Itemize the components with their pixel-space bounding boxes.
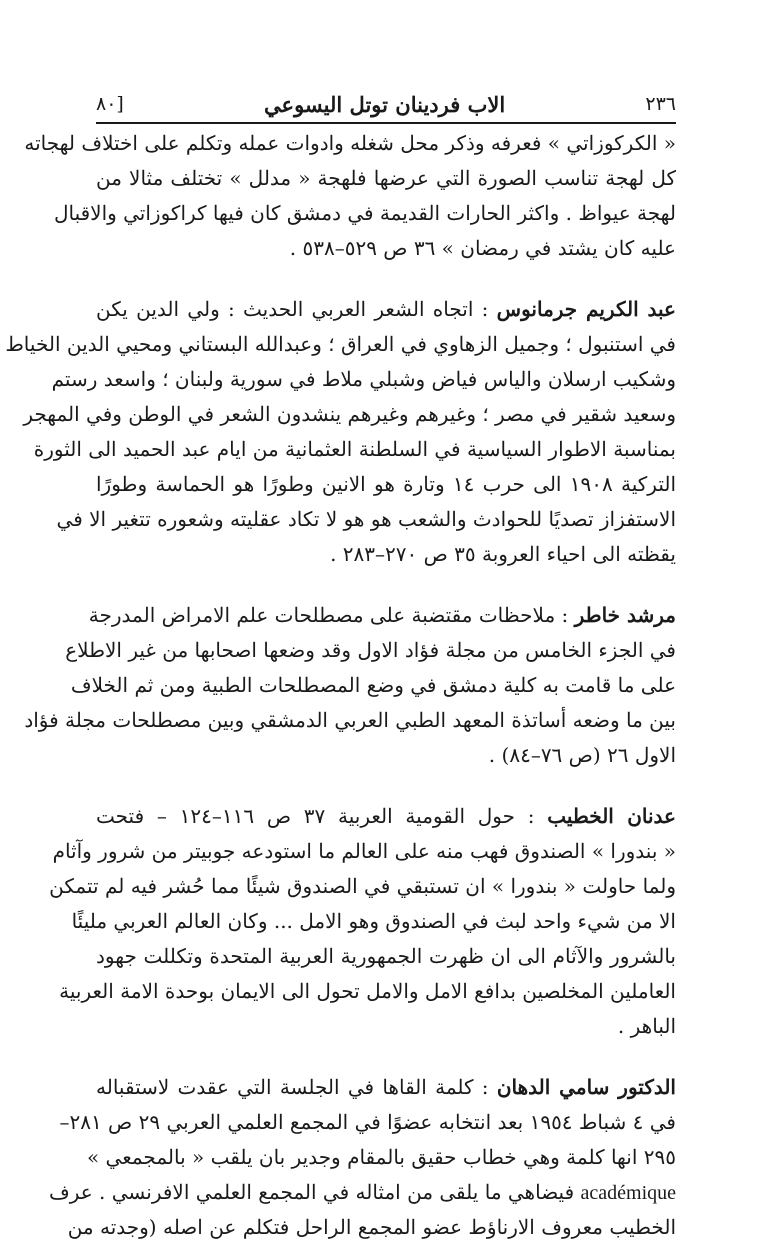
- running-header: [96, 88, 676, 120]
- text-line: في ٤ شباط ١٩٥٤ بعد انتخابه عضوًا في المجمع العلمي العربي ٢٩ ص ٢٨١–: [59, 1110, 676, 1134]
- text-line: وسعيد شقير في مصر ؛ وغيرهم وغيرهم ينشدون الشعر في الوطن وفي المهجر: [23, 402, 676, 426]
- text-line: العاملين المخلصين بدافع الامل والامل تحول الى الايمان بوحدة الامة العربية: [59, 979, 676, 1003]
- running-title: الاب فردينان توتل اليسوعي: [264, 91, 506, 117]
- text-line: الاستفزاز تصديًا للحوادث والشعب هو هو لا تكاد عقليته وشعوره تتغير الا في: [56, 507, 676, 531]
- text-line: وشكيب ارسلان والياس فياض وشبلي ملاط في سورية ولبنان ؛ واسعد رستم: [51, 367, 676, 391]
- entry: [5, 292, 677, 572]
- text-line: [96, 1070, 676, 1105]
- text-line: « الكركوزاتي » فعرفه وذكر محل شغله وادوات عمله وتكلم على اختلاف لهجاته: [24, 131, 676, 155]
- entry-author: مرشد خاطر: [574, 603, 676, 627]
- text-line: ولما حاولت « بندورا » ان تستبقي في الصندوق شيئًا مما حُشر فيه لم تتمكن: [49, 874, 676, 898]
- entry: [49, 799, 676, 1044]
- text-line: يقظته الى احياء العروبة ٣٥ ص ٢٧٠–٢٨٣ .: [330, 542, 676, 566]
- entry: [48, 1070, 676, 1245]
- text-line: بالشرور والآثام الى ان ظهرت الجمهورية العربية المتحدة وتكللت جهود: [96, 944, 676, 968]
- entry-title: : اتجاه الشعر العربي الحديث : ولي الدين يكن: [96, 297, 497, 321]
- french-term: académique: [580, 1182, 676, 1204]
- header-rule: [96, 122, 676, 124]
- text-line: بمناسبة الاطوار السياسية في السلطنة العثمانية من ايام عبد الحميد الى الثورة: [33, 437, 676, 461]
- text-line: في الجزء الخامس من مجلة فؤاد الاول وقد وضعها اصحابها من غير الاطلاع: [65, 638, 676, 662]
- text-line: [88, 598, 676, 633]
- text-line: الخطيب معروف الارناؤط عضو المجمع الراحل فتكلم عن اصله (وجدته من: [67, 1215, 676, 1239]
- text-line: الباهر .: [617, 1014, 676, 1038]
- entry: [24, 598, 676, 773]
- entry-title: : كلمة القاها في الجلسة التي عقدت لاستقباله: [96, 1075, 497, 1099]
- entry-author: عدنان الخطيب: [547, 804, 676, 828]
- page-body: [5, 126, 677, 1245]
- text-line: في استنبول ؛ وجميل الزهاوي في العراق ؛ وعبدالله البستاني ومحيي الدين الخياط: [5, 332, 676, 356]
- text-line: ٢٩٥ انها كلمة وهي خطاب حقيق بالمقام وجدير بان يلقب « بالمجمعي »: [86, 1145, 676, 1169]
- text-line: الاول ٢٦ (ص ٧٦–٨٤) .: [488, 743, 676, 767]
- text-line: الا من شيء واحد لبث في الصندوق وهو الامل ... وكان العالم العربي مليئًا: [71, 909, 676, 933]
- text-line: « بندورا » الصندوق فهب منه على العالم ما استودعه جوبيتر من شرور وآثام: [52, 839, 676, 863]
- text-line: لهجة عيواظ . واكثر الحارات القديمة في دمشق كان فيها كراكوزاتي والاقبال: [53, 201, 676, 225]
- text-line: على ما قامت به كلية دمشق في وضع المصطلحات الطبية ومن ثم الخلاف: [70, 673, 676, 697]
- section-number: [٨٠: [96, 93, 124, 115]
- text-line: académique فيضاهي ما يلقى من امثاله في المجمع العلمي الافرنسي . عرف: [48, 1180, 676, 1204]
- text-line: عليه كان يشتد في رمضان » ٣٦ ص ٥٢٩–٥٣٨ .: [289, 236, 676, 260]
- text-line: التركية ١٩٠٨ الى حرب ١٤ وتارة هو الانين وطورًا هو الحماسة وطورًا: [96, 472, 677, 496]
- text-line: بين ما وضعه أساتذة المعهد الطبي العربي الدمشقي وبين مصطلحات مجلة فؤاد: [24, 708, 676, 732]
- entry-continuation: [24, 126, 676, 266]
- page-number: ٢٣٦: [645, 93, 676, 115]
- text-line: كل لهجة تناسب الصورة التي عرضها فلهجة « مدلل » تختلف مثالا من: [96, 166, 676, 190]
- text-line: [96, 292, 676, 327]
- entry-author: الدكتور سامي الدهان: [496, 1075, 676, 1099]
- entry-author: عبد الكريم جرمانوس: [496, 297, 676, 321]
- entry-title: : حول القومية العربية ٣٧ ص ١١٦–١٢٤ – فتحت: [96, 804, 548, 828]
- entry-title: : ملاحظات مقتضبة على مصطلحات علم الامراض المدرجة: [88, 603, 575, 627]
- text-line: [96, 799, 676, 834]
